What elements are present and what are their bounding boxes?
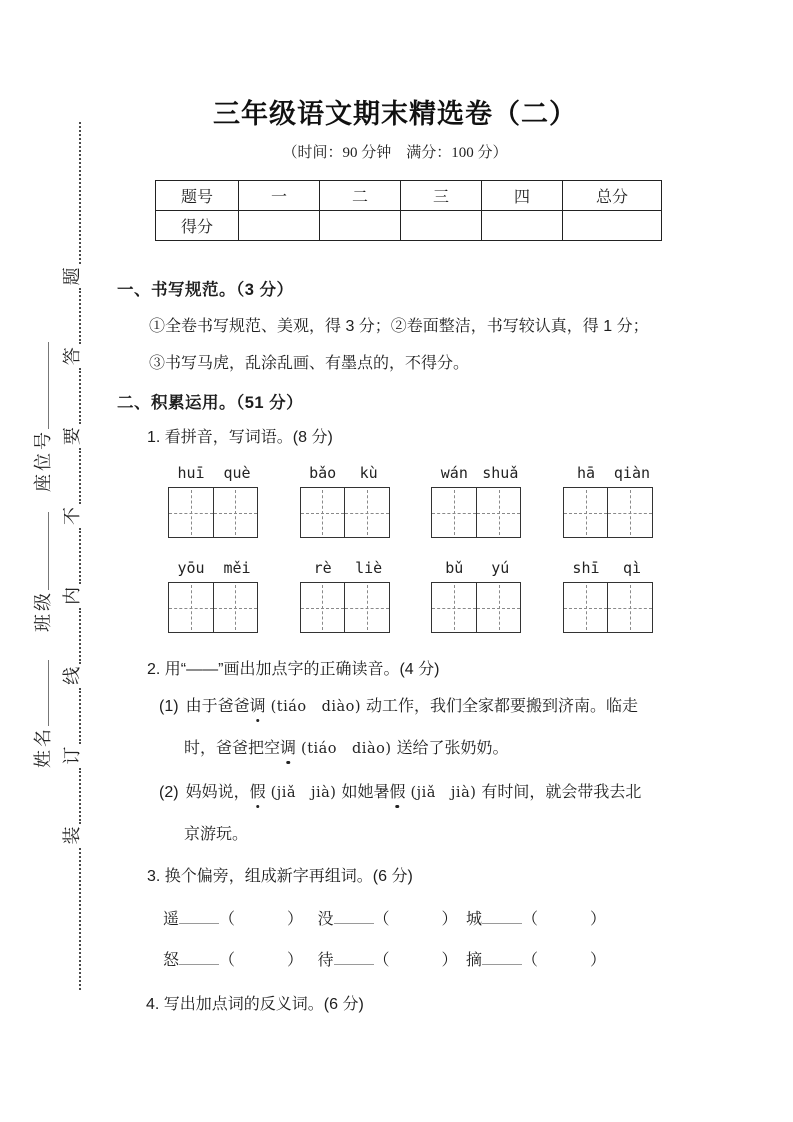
- pinyin-writing-group: [168, 464, 260, 538]
- binding-char: 线: [62, 666, 82, 685]
- radical-change-item: [163, 947, 303, 970]
- binding-char: 要: [62, 427, 82, 446]
- seat-number-blank[interactable]: [30, 342, 49, 429]
- paren-close: ）: [590, 911, 607, 928]
- score-table-header-cell: 四: [482, 181, 563, 211]
- sentence-segment: 有时间，就会带我去北: [481, 784, 642, 801]
- score-row-label: 得分: [156, 211, 239, 241]
- paren-close: ）: [287, 911, 304, 928]
- sentence-segment: 时，爸爸把空: [184, 740, 281, 757]
- new-character-blank[interactable]: [179, 909, 219, 924]
- grid-cell[interactable]: [607, 488, 652, 537]
- paren-open: （: [373, 911, 390, 928]
- score-input-cell[interactable]: [482, 211, 563, 241]
- character-grid: [431, 582, 521, 633]
- pinyin-choice[interactable]: (tiáo diào): [270, 699, 362, 715]
- pinyin-syllable: qì: [622, 559, 641, 577]
- sentence-segment: 动工作，我们全家都要搬到济南。临走: [366, 698, 639, 715]
- word-blank[interactable]: [235, 951, 287, 965]
- section1-rule2: ③书写马虎，乱涂乱画、有墨点的，不得分。: [149, 355, 470, 372]
- pinyin-writing-group: [563, 464, 655, 538]
- character-grid: [168, 582, 258, 633]
- paren-close: ）: [590, 952, 607, 969]
- grid-cell[interactable]: [476, 583, 521, 632]
- pinyin-writing-group: [563, 559, 655, 633]
- word-blank[interactable]: [538, 951, 590, 965]
- pinyin-syllable: huī: [177, 464, 205, 482]
- grid-cell[interactable]: [564, 488, 608, 537]
- grid-cell[interactable]: [344, 488, 389, 537]
- grid-cell[interactable]: [169, 583, 213, 632]
- exam-time-score-meta: （时间：90 分钟 满分：100 分）: [282, 145, 508, 161]
- name-blank[interactable]: [30, 660, 49, 726]
- pinyin-writing-group: [300, 559, 392, 633]
- new-character-blank[interactable]: [482, 909, 522, 924]
- new-character-blank[interactable]: [179, 950, 219, 965]
- q2-item1-line2: [184, 738, 509, 760]
- score-table: [155, 180, 662, 241]
- score-table-header-row: [156, 181, 662, 211]
- seat-number-label: 座位号: [33, 429, 53, 492]
- radical-change-item: [318, 906, 458, 929]
- character-grid: [300, 582, 390, 633]
- q2-item2-line1: [159, 782, 641, 804]
- score-table-header-cell: 二: [320, 181, 401, 211]
- pinyin-syllable: shī: [572, 559, 600, 577]
- binding-line: [56, 122, 88, 990]
- paren-open: （: [522, 952, 539, 969]
- grid-cell[interactable]: [432, 488, 476, 537]
- pinyin-writing-group: [168, 559, 260, 633]
- pinyin-row-1: [168, 464, 655, 538]
- binding-dotted-line: [79, 368, 81, 424]
- q3-row-2: [163, 947, 606, 970]
- binding-dotted-line: [79, 448, 81, 504]
- pinyin-choice[interactable]: (tiáo diào): [301, 741, 392, 757]
- pinyin-syllable: bǎo: [309, 464, 337, 482]
- grid-cell[interactable]: [432, 583, 476, 632]
- item-number: (2): [159, 784, 179, 801]
- binding-char: 不: [62, 507, 82, 526]
- score-input-cell[interactable]: [320, 211, 401, 241]
- base-character: 待: [317, 952, 334, 969]
- pinyin-syllable: què: [223, 464, 251, 482]
- grid-cell[interactable]: [564, 583, 608, 632]
- binding-dotted-line: [79, 768, 81, 824]
- pinyin-row-2: [168, 559, 655, 633]
- score-table-score-row: [156, 211, 662, 241]
- q2-label: 2. 用“——”画出加点字的正确读音。(4 分): [147, 661, 440, 678]
- section2-heading: 二、积累运用。（51 分）: [117, 394, 304, 412]
- score-table-header-cell: 总分: [563, 181, 662, 211]
- grid-cell[interactable]: [169, 488, 213, 537]
- pinyin-syllable: hā: [576, 464, 595, 482]
- grid-cell[interactable]: [301, 583, 345, 632]
- pinyin-choice[interactable]: (jiǎ jià): [270, 785, 337, 801]
- base-character: 没: [317, 911, 334, 928]
- class-label: 班级: [33, 590, 53, 632]
- new-character-blank[interactable]: [482, 950, 522, 965]
- grid-cell[interactable]: [344, 583, 389, 632]
- grid-cell[interactable]: [607, 583, 652, 632]
- sentence-segment: 由于爸爸: [185, 698, 250, 715]
- paren-open: （: [373, 952, 390, 969]
- q2-item2-line2: 京游玩。: [184, 826, 249, 843]
- q1-label: 1. 看拼音，写词语。(8 分): [147, 429, 333, 446]
- grid-cell[interactable]: [301, 488, 345, 537]
- q2-item1-line1: [159, 696, 638, 718]
- grid-cell[interactable]: [213, 583, 258, 632]
- base-character: 城: [466, 911, 483, 928]
- pinyin-syllable: yōu: [177, 559, 205, 577]
- pinyin-syllable: qiàn: [613, 464, 651, 482]
- section1-rule1: ①全卷书写规范、美观，得 3 分；②卷面整洁，书写较认真，得 1 分；: [149, 318, 649, 335]
- pinyin-syllable: yú: [491, 559, 510, 577]
- grid-cell[interactable]: [213, 488, 258, 537]
- word-blank[interactable]: [235, 910, 287, 924]
- score-input-cell[interactable]: [239, 211, 320, 241]
- pinyin-writing-group: [431, 559, 523, 633]
- binding-dotted-line: [79, 122, 81, 264]
- paren-open: （: [219, 911, 236, 928]
- page-title: 三年级语文期末精选卷（二）: [213, 99, 577, 129]
- radical-change-item: [466, 947, 606, 970]
- paren-open: （: [219, 952, 236, 969]
- binding-char: 答: [62, 347, 82, 366]
- binding-dotted-line: [79, 288, 81, 344]
- q3-label: 3. 换个偏旁，组成新字再组词。(6 分): [147, 868, 413, 885]
- binding-char: 内: [62, 586, 82, 605]
- dotted-character: 假: [389, 782, 405, 804]
- radical-change-item: [318, 947, 458, 970]
- pinyin-choice[interactable]: (jiǎ jià): [410, 785, 477, 801]
- character-grid: [563, 582, 653, 633]
- q3-row-1: [163, 906, 606, 929]
- pinyin-syllable: kù: [359, 464, 378, 482]
- binding-char: 装: [62, 826, 82, 845]
- pinyin-writing-group: [431, 464, 523, 538]
- dotted-character: 调: [250, 696, 266, 718]
- paren-close: ）: [441, 911, 458, 928]
- dotted-character: 假: [250, 782, 266, 804]
- character-grid: [563, 487, 653, 538]
- word-blank[interactable]: [390, 951, 442, 965]
- binding-char: 订: [62, 746, 82, 765]
- character-grid: [431, 487, 521, 538]
- class-blank[interactable]: [30, 512, 49, 590]
- score-table-header-cell: 一: [239, 181, 320, 211]
- pinyin-writing-group: [300, 464, 392, 538]
- binding-dotted-line: [79, 608, 81, 664]
- item-number: (1): [159, 698, 179, 715]
- pinyin-syllable: liè: [355, 559, 383, 577]
- score-input-cell[interactable]: [401, 211, 482, 241]
- binding-dotted-line: [79, 688, 81, 744]
- base-character: 遥: [163, 911, 180, 928]
- dotted-character: 调: [280, 738, 296, 760]
- grid-cell[interactable]: [476, 488, 521, 537]
- q4-label: 4. 写出加点词的反义词。(6 分): [146, 996, 364, 1013]
- binding-dotted-line: [79, 528, 81, 584]
- paren-close: ）: [441, 952, 458, 969]
- score-table-header-cell: 三: [401, 181, 482, 211]
- binding-dotted-line: [79, 848, 81, 990]
- binding-char: 题: [62, 267, 82, 286]
- base-character: 怒: [163, 952, 180, 969]
- character-grid: [168, 487, 258, 538]
- sentence-segment: 送给了张奶奶。: [396, 740, 509, 757]
- paren-close: ）: [287, 952, 304, 969]
- new-character-blank[interactable]: [334, 950, 374, 965]
- pinyin-syllable: měi: [223, 559, 251, 577]
- sentence-segment: 如她暑: [341, 784, 390, 801]
- radical-change-item: [466, 906, 606, 929]
- word-blank[interactable]: [538, 910, 590, 924]
- section1-heading: 一、书写规范。（3 分）: [117, 281, 294, 299]
- score-table-header-cell: 题号: [156, 181, 239, 211]
- score-input-cell[interactable]: [563, 211, 662, 241]
- pinyin-syllable: rè: [313, 559, 332, 577]
- new-character-blank[interactable]: [334, 909, 374, 924]
- sentence-segment: 妈妈说，: [185, 784, 250, 801]
- pinyin-syllable: shuǎ: [482, 464, 519, 482]
- student-info-fields: [30, 122, 56, 990]
- word-blank[interactable]: [390, 910, 442, 924]
- name-label: 姓名: [33, 726, 53, 768]
- character-grid: [300, 487, 390, 538]
- pinyin-syllable: wán: [440, 464, 468, 482]
- radical-change-item: [163, 906, 303, 929]
- pinyin-syllable: bǔ: [445, 559, 464, 577]
- base-character: 摘: [466, 952, 483, 969]
- paren-open: （: [522, 911, 539, 928]
